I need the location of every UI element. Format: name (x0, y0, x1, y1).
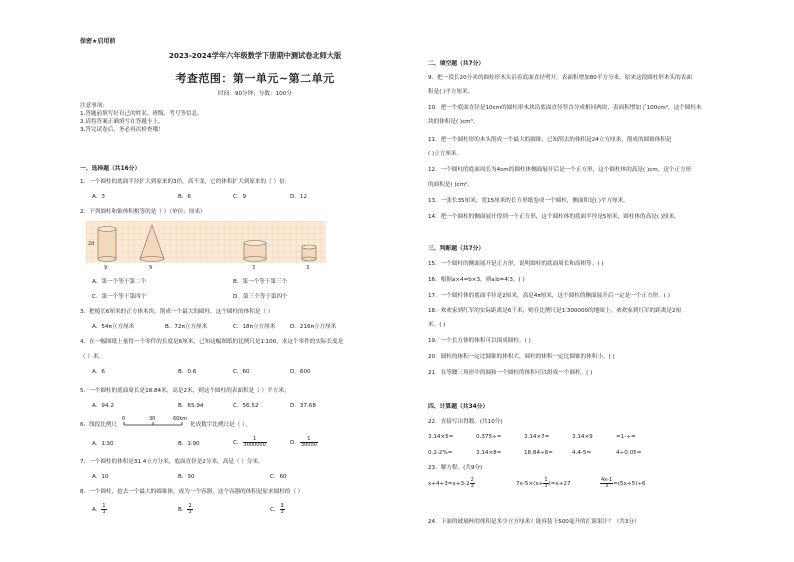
q4-option-b: B．0.6 (178, 369, 197, 375)
calc-item: 4.4-5= (572, 450, 592, 456)
q8-option-a (92, 504, 107, 515)
equation-text: )=x+27 (548, 481, 571, 487)
q8-option-b (178, 504, 193, 515)
fraction (280, 504, 285, 515)
q7-option-c: C．60 (270, 474, 287, 480)
question-21: 21．在等腰三角形中的圆和一个圆柱的体积可以组成一个圆柱。( ) (428, 370, 593, 376)
question-9-line2: 积是( )平方厘米。 (428, 89, 474, 95)
question-12-line2: 的面积是( )cm²。 (428, 182, 473, 188)
scale-bar (118, 413, 188, 431)
note-item: 2.请将答案正确填写在答题卡上。 (80, 119, 164, 125)
question-18-line2: 米。( ) (428, 322, 446, 328)
q1-option-d: D．12 (290, 194, 308, 200)
numerator: 1 (544, 477, 548, 483)
denominator: 3 (188, 509, 192, 515)
question-16: 16．根据a×4=b×3，则a∶b=4∶3。( ) (428, 277, 525, 283)
option-letter: B． (178, 507, 188, 513)
denominator: 3 (544, 483, 548, 489)
question-8: 8．一个圆柱，挖去一个最大的圆锥体，成为一个容器，这个容器的体积是原来圆柱的（ ） (80, 489, 304, 495)
calc-item: 3.14×5= (428, 434, 454, 440)
section3-heading: 三、判断题（共7分） (428, 246, 485, 252)
q1-option-a: A．3 (92, 194, 105, 200)
question-5: 5．一个圆柱的底面周长是18.84米，高是2米，则这个圆柱的表面积是（ ）平方米。 (80, 388, 290, 394)
calc-item: 18.84÷6= (524, 450, 553, 456)
q3-option-a: A．54π立方厘米 (92, 324, 135, 330)
calc-item: =1-÷= (616, 434, 636, 440)
equation-text: x+4+3=x+3-2 (428, 481, 470, 487)
scale-tick-label: 0 (122, 416, 126, 422)
question-11-line1: 11．把一个圆柱形的木头削成一个最大的圆锥，已知削去的体积是24立方厘米，削成的圆锥体积是 (428, 137, 672, 143)
q6-option-b: B．1∶90 (178, 441, 200, 447)
fraction (470, 478, 475, 489)
tall-cylinder (98, 227, 116, 262)
question-6-suffix: 化成数字比例尺是（ ）。 (190, 422, 251, 428)
q6-option-c (233, 437, 267, 448)
scale-tick-label: 60km (173, 416, 188, 422)
figure-label: 9 (104, 265, 108, 271)
numerator: 2 (470, 477, 474, 483)
q4-option-a: A．6 (92, 369, 105, 375)
numerator: 2 (188, 503, 192, 509)
option-letter: A． (92, 507, 102, 513)
section1-heading: 一、选择题（共16分） (80, 166, 141, 172)
question-4-line1: 4．在一幅图纸上量得一个零件的长度是6厘米，已知这幅图纸的比例尺是1∶100，求这个零件的实际长度是 (80, 339, 344, 345)
question-7: 7．一个圆柱的体积是31.4立方分米，底面直径是2分米，高是（ ）分米。 (80, 459, 264, 465)
q5-option-b: B．65.94 (178, 403, 204, 409)
q4-option-c: C．60 (233, 369, 250, 375)
section2-heading: 二、填空题（共7分） (428, 61, 485, 67)
figure-label: 9 (149, 265, 153, 271)
note-item: 1.答题前填写好自己的姓名、班级、考号等信息。 (80, 111, 203, 117)
numerator: 1 (300, 437, 318, 443)
q3-option-c: C．18π立方厘米 (233, 324, 276, 330)
denominator: 3 (280, 509, 284, 515)
figure-label: 3 (306, 265, 310, 271)
question-17: 17．一个圆柱体的底面半径是2厘米，高是4π厘米，这个圆柱的侧面展开后一定是一个正方形。( ) (428, 293, 670, 299)
q7-option-b: B．30 (178, 474, 195, 480)
question-12-line1: 12．一个圆柱的底面周长为4cm的圆柱体侧面展开后是一个正方形，这个圆柱体的高是( )cm，这个正方形 (428, 167, 692, 173)
q8-option-c (270, 504, 285, 515)
question-13: 13．一张长35厘米，宽15厘米的长方形纸卷成一个圆柱，侧面积是( )平方厘米。 (428, 198, 629, 204)
denominator: 3 (102, 509, 106, 515)
q3-option-d: D．216π立方厘米 (290, 324, 337, 330)
calc-item: 4÷0.05= (616, 450, 642, 456)
fraction (101, 504, 106, 515)
option-letter: C． (270, 507, 280, 513)
q2-option-c: C．第一个等于第四个 (92, 294, 147, 300)
calc-item: 0.2-2%= (428, 450, 453, 456)
q5-option-c: C．56.52 (233, 403, 259, 409)
question-2: 2．下列圆柱和锥体积相等的是（ ）（单位：厘米） (80, 209, 206, 215)
q6-option-d (290, 437, 318, 448)
option-letter: D． (290, 440, 300, 446)
question-4-line2: （ ）米。 (80, 354, 105, 360)
equation-1 (428, 478, 475, 489)
q2-option-b: B．第一个等于第三个 (233, 279, 288, 285)
denominator: 3 (604, 483, 609, 489)
notes-heading: 注意事项： (80, 103, 108, 109)
figure-label: 3 (252, 265, 256, 271)
q2-option-d: D．第三个等于第四个 (233, 294, 288, 300)
question-1: 1．一个圆柱的底面半径扩大到原来的3倍，高不变，它的体积扩大到原来的（ ）倍。 (80, 179, 291, 185)
denominator: 3000000 (243, 442, 266, 448)
equation-text: =(5x+5)÷6 (613, 481, 646, 487)
short-cylinder (244, 241, 266, 262)
denominator: 3 (470, 483, 474, 489)
q2-option-a: A．第一个等于第二个 (92, 279, 147, 285)
question-6-prefix: 6．线段比例尺 (80, 422, 118, 428)
numerator: 1 (102, 503, 106, 509)
fraction (243, 437, 267, 448)
numerator: 3 (280, 503, 284, 509)
numerator: 4x-1 (601, 477, 613, 483)
question-18-line1: 18．欢欢家到红军的实际距离是6千米，则在比例尺是1∶300000的地图上，欢欢家到红军的距离是2厘 (428, 308, 682, 314)
fraction (187, 504, 192, 515)
numerator: 1 (243, 437, 267, 443)
exam-info: 时间：90分钟；分数：100分 (218, 91, 292, 97)
question-19: 19．一个长方体的体积可以围成圆柱。( ) (428, 338, 531, 344)
q5-option-d: D．37.68 (290, 403, 316, 409)
q6-option-a: A．1∶30 (92, 441, 114, 447)
calc-item: 0.375÷= (476, 434, 502, 440)
question-23: 23．解方程。(共9分) (428, 465, 483, 471)
calc-item: 3.14×8= (476, 450, 502, 456)
fraction (300, 437, 318, 448)
q7-option-a: A．10 (92, 474, 109, 480)
question-20: 20．圆柱的体积一定比圆锥的体积大，圆柱的体积一定比圆锥的体积小。( ) (428, 354, 615, 360)
q1-option-b: B．6 (178, 194, 191, 200)
secret-label: 保密★启用前 (80, 38, 116, 45)
fraction (600, 478, 613, 489)
q4-option-d: D．600 (290, 369, 311, 375)
small-cylinder (302, 245, 316, 261)
scale-tick-label: 30 (149, 416, 156, 422)
question-11-line2: ( )立方厘米。 (428, 151, 463, 157)
exam-subtitle: 考查范围：第一单元~第二单元 (175, 72, 335, 85)
question-9-line1: 9．把一段长20分米的圆柱形木头沿着底面直径劈开，表面积增加80平方分米。原来这段圆柱形木头的表面 (428, 75, 692, 81)
note-item: 3.答完试卷后，务必再次检查哦！ (80, 127, 164, 133)
equation-text: 7x-5×(x+ (516, 481, 544, 487)
section4-heading: 四、计算题（共34分） (428, 404, 489, 410)
option-letter: C． (233, 440, 243, 446)
calc-item: 3.14×7= (524, 434, 550, 440)
question-10-line1: 10．把一个底面直径是10cm的圆柱形木块沿底面直径竖直分成相同两块，表面积增加了100cm²，这个圆柱木 (428, 105, 702, 111)
question-24: 24．下面的玻璃杯的体积是多少立方厘米？能容装下500毫升的汇源果汁？（共3分） (428, 519, 640, 525)
q5-option-a: A．94.2 (92, 403, 114, 409)
grid-lines (86, 221, 326, 263)
q3-option-b: B．72π立方厘米 (165, 324, 208, 330)
q1-option-c: C．9 (233, 194, 247, 200)
question-22: 22．直接写出得数。(共10分) (428, 419, 503, 425)
exam-title: 2023-2024学年六年级数学下册期中测试卷北师大版 (168, 51, 342, 60)
denominator: 30000 (300, 442, 317, 448)
question-14: 14．把一个圆柱的侧面展开得到一个正方形，这个圆柱体的底面半径是5厘米，圆柱体的高是( )厘米。 (428, 214, 680, 220)
question-3: 3．把棱长6厘米的正方体木块，削成一个最大的圆柱，这个圆柱的体积是（ ） (80, 309, 274, 315)
question-10-line2: 块的体积是( )cm³。 (428, 119, 479, 125)
calc-item: 3.14×9 (572, 434, 593, 440)
question-15: 15．一个圆柱的侧面展开是正方形，说明圆柱的底面周长和高相等。( ) (428, 261, 604, 267)
figure-label: 2d (88, 241, 95, 247)
equation-3 (600, 478, 646, 489)
q2-figure (86, 221, 326, 271)
equation-2 (516, 478, 571, 489)
